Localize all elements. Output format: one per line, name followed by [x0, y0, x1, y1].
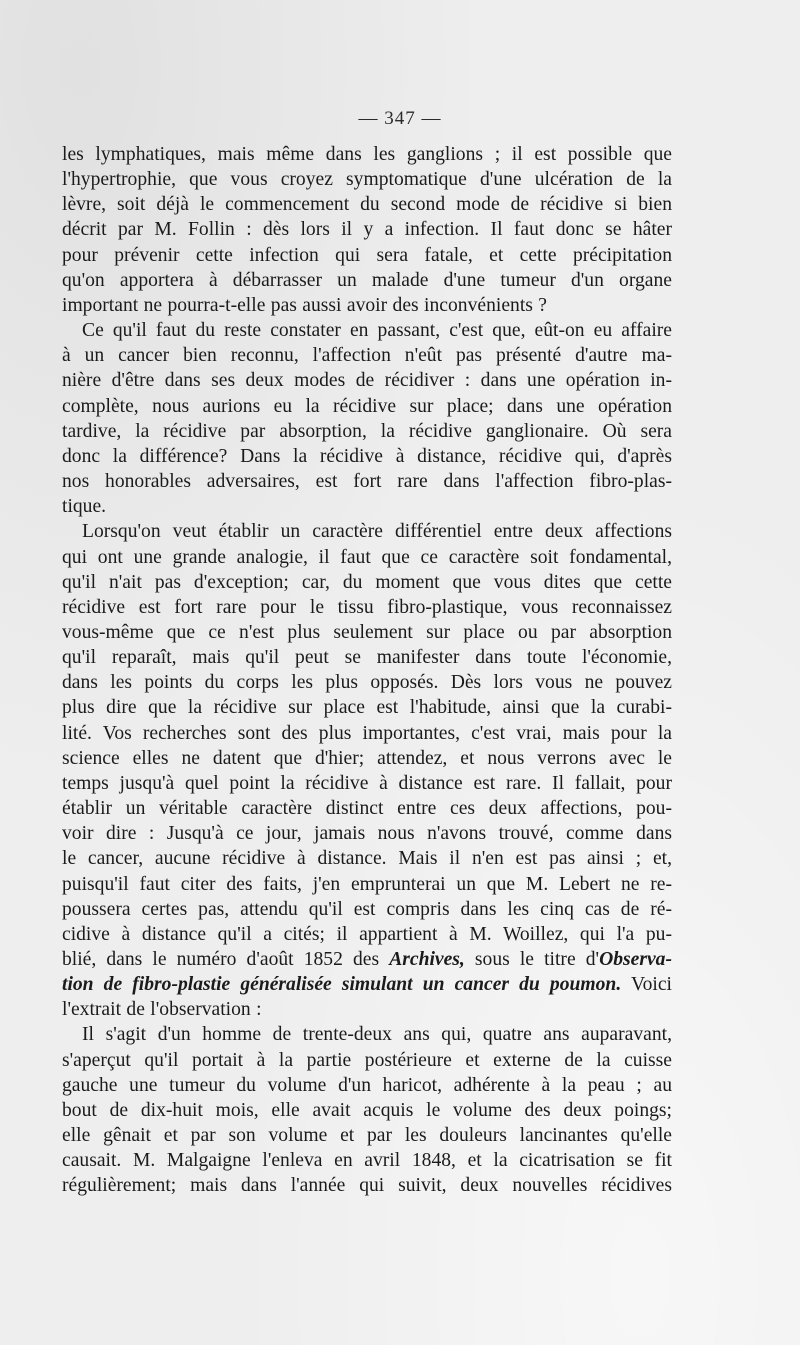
text-line: puisqu'il faut citer des faits, j'en emprunterai un que M. Lebert ne re-: [62, 873, 672, 895]
text-line-mixed: [62, 972, 672, 997]
text-line: les lymphatiques, mais même dans les ganglions ; il est possible que: [62, 144, 672, 165]
text-line: Ce qu'il faut du reste constater en passant, c'est que, eût-on eu affaire: [82, 320, 672, 342]
text-line: l'extrait de l'observation :: [62, 999, 262, 1021]
text-line: gauche une tumeur du volume d'un haricot, adhérente à la peau ; au: [62, 1074, 672, 1096]
text-line: qu'on apportera à débarrasser un malade d'une tumeur d'un organe: [62, 269, 672, 291]
text-run: blié, dans le numéro d'août 1852 des: [62, 949, 390, 970]
paragraph-2: [62, 318, 672, 519]
text-line: s'aperçut qu'il portait à la partie postérieure et externe de la cuisse: [62, 1049, 672, 1071]
text-line: à un cancer bien reconnu, l'affection n'eût pas présenté d'autre ma-: [62, 345, 672, 367]
text-line: nos honorables adversaires, est fort rare dans l'affection fibro-plas-: [62, 471, 672, 493]
text-line: plus dire que la récidive sur place est l'habitude, ainsi que la curabi-: [62, 697, 672, 719]
text-line: l'hypertrophie, que vous croyez symptomatique d'une ulcération de la: [62, 169, 672, 191]
text-line: complète, nous aurions eu la récidive sur place; dans une opération: [62, 395, 672, 417]
paragraph-4: [62, 1022, 672, 1198]
text-line: important ne pourra-t-elle pas aussi avoir des inconvénients ?: [62, 294, 547, 316]
text-line: cidive à distance qu'il a cités; il appartient à M. Woillez, qui l'a pu-: [62, 923, 672, 945]
text-line: donc la différence? Dans la récidive à distance, récidive qui, d'après: [62, 445, 672, 467]
text-line: Lorsqu'on veut établir un caractère différentiel entre deux affections: [82, 521, 672, 543]
page-number: — 347 —: [358, 108, 442, 129]
text-line: tardive, la récidive par absorption, la récidive ganglionaire. Où sera: [62, 420, 672, 442]
text-line: pour prévenir cette infection qui sera fatale, et cette précipitation: [62, 244, 672, 266]
text-line: science elles ne datent que d'hier; attendez, et nous verrons avec le: [62, 747, 672, 769]
text-line: lité. Vos recherches sont des plus importantes, c'est vrai, mais pour la: [62, 722, 672, 744]
text-run: sous le titre d': [464, 949, 600, 970]
text-line: qu'il n'ait pas d'exception; car, du moment que vous dites que cette: [62, 571, 672, 593]
text-line: causait. M. Malgaigne l'enleva en avril 1848, et la cicatrisation se fit: [62, 1150, 672, 1172]
text-line: poussera certes pas, attendu qu'il est compris dans les cinq cas de ré-: [62, 898, 672, 920]
text-line: bout de dix-huit mois, elle avait acquis le volume des deux poings;: [62, 1099, 672, 1121]
observation-title-end: tion de fibro-plastie généralisée simulant un cancer du poumon.: [62, 974, 622, 996]
text-line: tique.: [62, 496, 107, 518]
text-body: [62, 142, 672, 1199]
text-line: qu'il reparaît, mais qu'il peut se manifester dans toute l'économie,: [62, 647, 672, 669]
text-line: Il s'agit d'un homme de trente-deux ans qui, quatre ans auparavant,: [82, 1024, 672, 1046]
paragraph-1: [62, 142, 672, 318]
text-line: décrit par M. Follin : dès lors il y a infection. Il faut donc se hâter: [62, 219, 672, 241]
text-line: le cancer, aucune récidive à distance. Mais il n'en est pas ainsi ; et,: [62, 848, 672, 870]
text-line: récidive est fort rare pour le tissu fibro-plastique, vous reconnaissez: [62, 596, 672, 618]
text-run: Voici: [621, 974, 672, 996]
text-line: voir dire : Jusqu'à ce jour, jamais nous n'avons trouvé, comme dans: [62, 823, 672, 845]
observation-title-start: Observa-: [599, 949, 672, 970]
text-line: lèvre, soit déjà le commencement du second mode de récidive si bien: [62, 194, 672, 216]
text-line-mixed: [62, 947, 672, 972]
journal-title: Archives,: [389, 949, 465, 970]
text-line: nière d'être dans ses deux modes de récidiver : dans une opération in-: [62, 370, 672, 392]
text-line: vous-même que ce n'est plus seulement sur place ou par absorption: [62, 621, 672, 643]
text-line: régulièrement; mais dans l'année qui suivit, deux nouvelles récidives: [62, 1175, 672, 1197]
paragraph-3: [62, 519, 672, 1022]
text-line: établir un véritable caractère distinct entre ces deux affections, pou-: [62, 798, 672, 820]
text-line: qui ont une grande analogie, il faut que ce caractère soit fondamental,: [62, 546, 672, 568]
text-line: elle gênait et par son volume et par les douleurs lancinantes qu'elle: [62, 1125, 672, 1147]
text-line: temps jusqu'à quel point la récidive à distance est rare. Il fallait, pour: [62, 772, 672, 794]
text-line: dans les points du corps les plus opposés. Dès lors vous ne pouvez: [62, 672, 672, 694]
